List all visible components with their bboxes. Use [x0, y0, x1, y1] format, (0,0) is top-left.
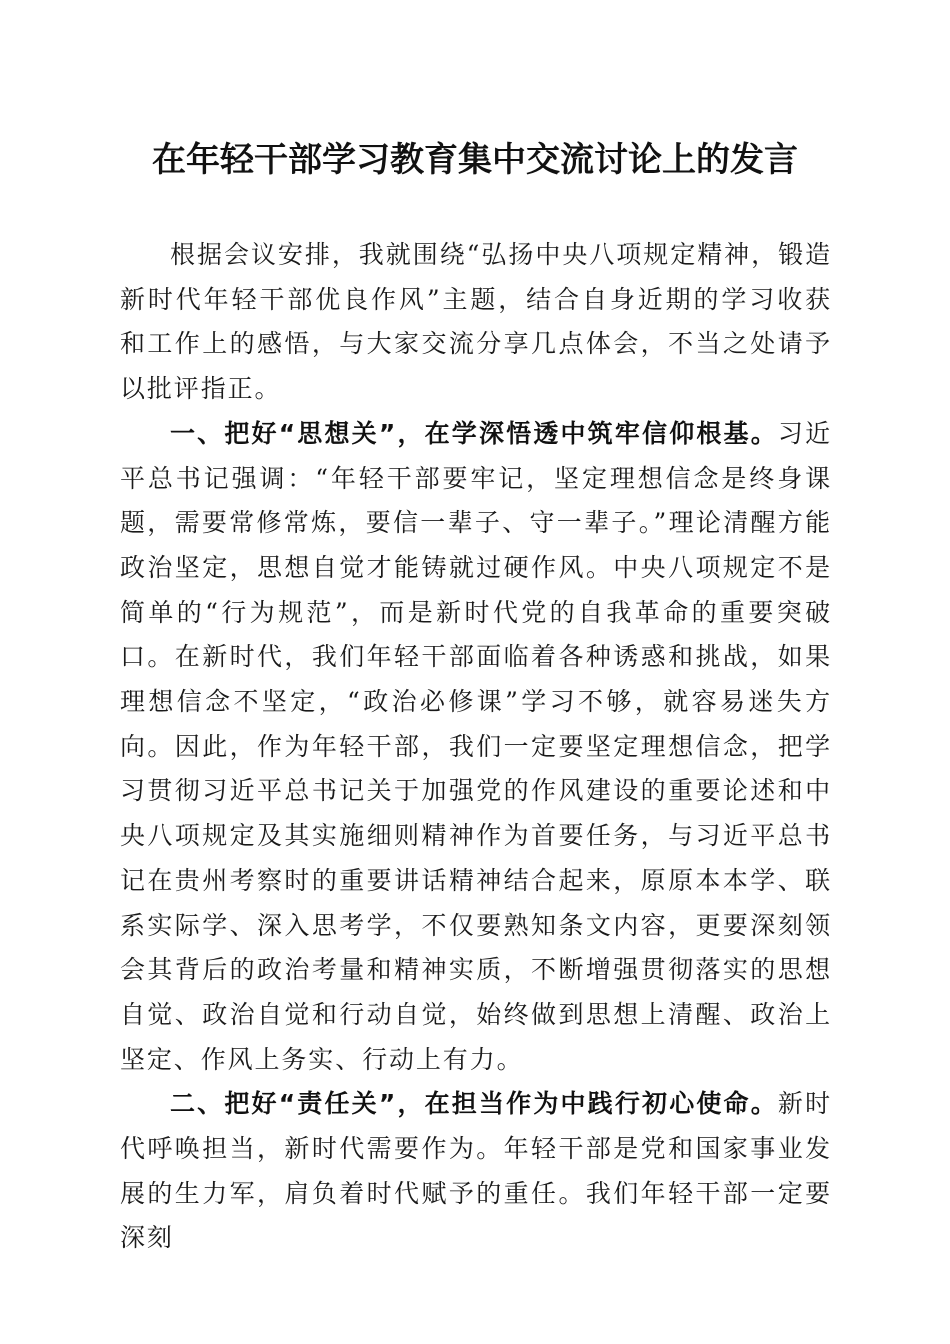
paragraph-intro: [120, 233, 832, 412]
paragraph-text: 根据会议安排，我就围绕“弘扬中央八项规定精神，锻造新时代年轻干部优良作风”主题，结合自身近期的学习收获和工作上的感悟，与大家交流分享几点体会，不当之处请予以批评指正。: [120, 240, 832, 404]
section-heading: 二、把好“责任关”，在担当作为中践行初心使命。: [170, 1089, 778, 1119]
paragraph-section-1: [120, 412, 832, 1083]
section-heading: 一、把好“思想关”，在学深悟透中筑牢信仰根基。: [170, 418, 778, 448]
paragraph-section-2: [120, 1082, 832, 1261]
paragraph-text: 新时代呼唤担当，新时代需要作为。年轻干部是党和国家事业发展的生力军，肩负着时代赋予的重任。我们年轻干部一定要深刻: [120, 1089, 832, 1253]
document-body: [120, 233, 832, 1261]
document-title: 在年轻干部学习教育集中交流讨论上的发言: [152, 140, 798, 180]
paragraph-text: 习近平总书记强调：“年轻干部要牢记，坚定理想信念是终身课题，需要常修常炼，要信一辈子、守一辈子。”理论清醒方能政治坚定，思想自觉才能铸就过硬作风。中央八项规定不是简单的“行为规范”，而是新时代党的自我革命的重要突破口。在新时代，我们年轻干部面临着各种诱惑和挑战，如果理想信念不坚定，“政治必修课”学习不够，就容易迷失方向。因此，作为年轻干部，我们一定要坚定理想信念，把学习贯彻习近平总书记关于加强党的作风建设的重要论述和中央八项规定及其实施细则精神作为首要任务，与习近平总书记在贵州考察时的重要讲话精神结合起来，原原本本学、联系实际学、深入思考学，不仅要熟知条文内容，更要深刻领会其背后的政治考量和精神实质，不断增强贯彻落实的思想自觉、政治自觉和行动自觉，始终做到思想上清醒、政治上坚定、作风上务实、行动上有力。: [120, 418, 832, 1074]
